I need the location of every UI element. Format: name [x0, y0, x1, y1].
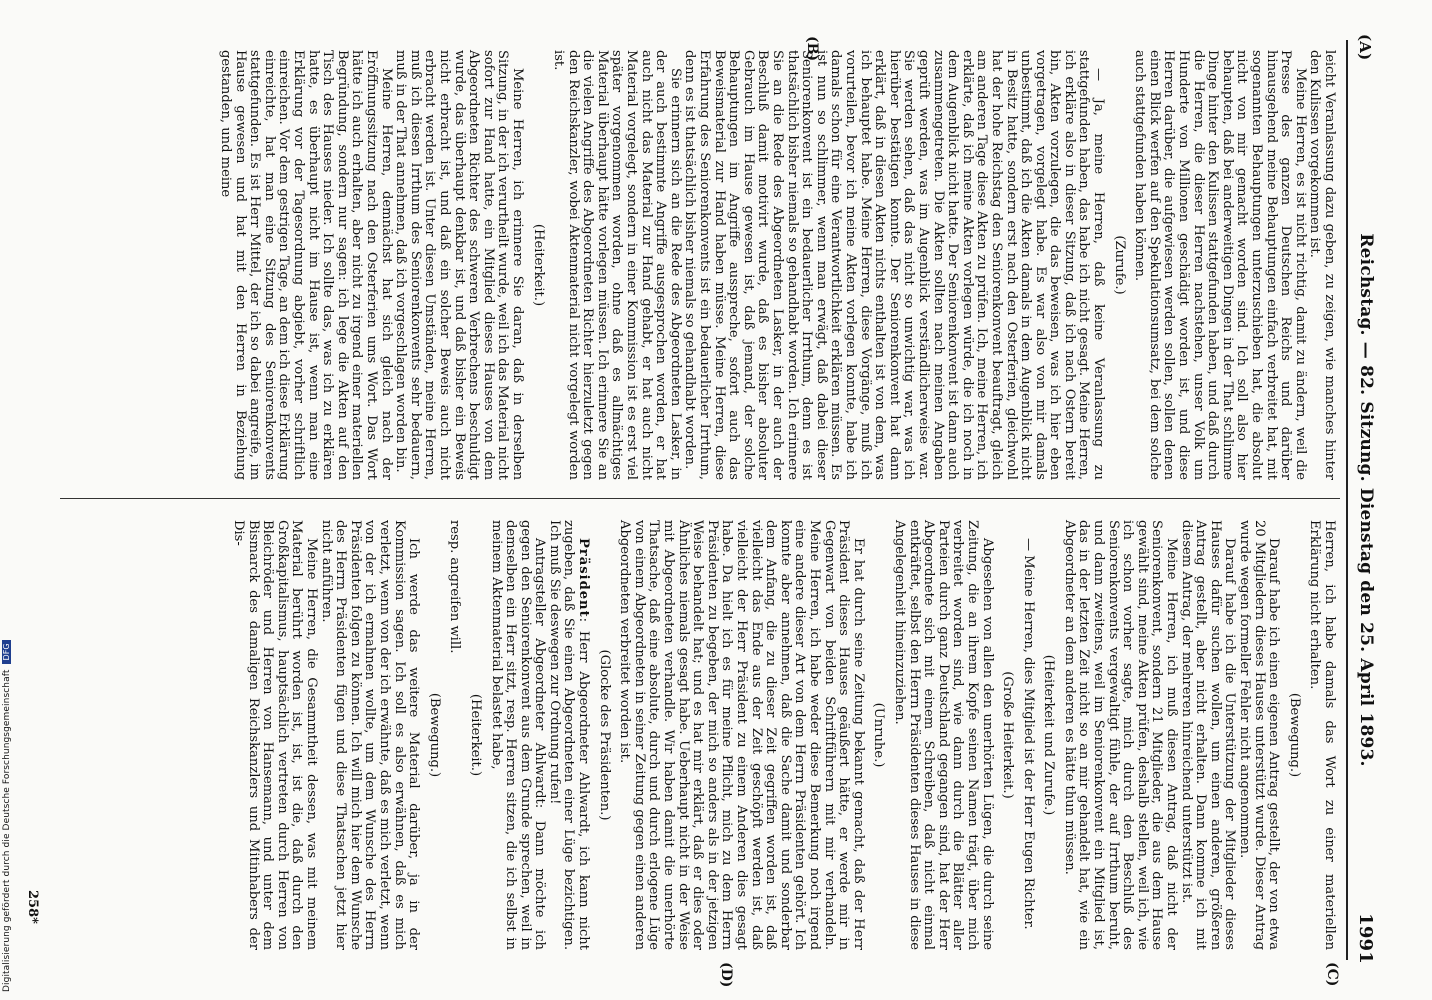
signature-mark: 258*	[25, 890, 40, 924]
paragraph: Herren, ich habe damals das Wort zu einer materiellen Erklärung nicht erhalten.	[1307, 520, 1337, 950]
paragraph: Darauf habe ich einen eigenen Antrag gestellt, der von etwa 20 Mitgliedern dieses Hauses unterstützt wurde. Dieser Antrag wurde wegen formeller Fehler nicht angenommen.	[1237, 520, 1282, 950]
paragraph: — Meine Herren, dies Mitglied ist der Herr Eugen Richter.	[1020, 538, 1036, 930]
paragraph: Meine Herren, demnächst hat sich gleich nach der Eröffnungssitzung nach den Osterferien ums Wort. Das Wort hätte ich auch erhalten, aber nicht zu irgend einer materiellen Begründung, sondern nur sagen: ich lege die Akten auf den Tisch des Hauses nieder. Ich sollte das, was ich zu erklären hatte, es überhaupt nicht im Hause ist, wenn man eine Erklärung vor der Tagesordnung abgiebt, vorher schriftlich einreichen. Vor dem gestrigen Tage, an dem ich diese Erklärung einreichte, hat man eine Sitzung des Seniorenkonvents stattgefunden. Es ist Herr Mittel, der ich so dabei angreife, im Hause gewesen und hat mit den Herren in Beziehung gestanden, und meine	[218, 50, 394, 480]
margin-marker-c: (C)	[1324, 962, 1340, 987]
paragraph: resp. angreifen will.	[447, 520, 463, 654]
footer-credit	[2, 640, 12, 992]
stage-direction: (Glocke des Präsidenten.)	[596, 649, 612, 821]
margin-marker-d: (D)	[718, 962, 734, 988]
speaker-text: : Herr Abgeordneter Ahlwardt, ich kann nicht zugeben, daß Sie einen Abgeordneten einer Lüge bezichtigen. Ich muß Sie deswegen zur Ordnung rufen!	[546, 520, 592, 950]
paragraph: Meine Herren, die Gesammtheit dessen, was mit meinem Material berührt worden ist, ist, ist die, daß durch den Großkapitalismus, hauptsächlich vertreten durch Herren von Bleichröder und Herren von Hansemann, und unter dem Bismarck des damaligen Reichskanzlers und Mitinhabers der Dis-	[231, 520, 319, 950]
dfg-logo: DFG	[2, 640, 11, 663]
left-column	[217, 50, 1336, 480]
margin-marker-a: (A)	[1356, 34, 1374, 61]
footer-credit-text: Digitalisierung gefördert durch die Deutsche Forschungsgemeinschaft	[2, 669, 12, 992]
running-title: Reichstag. — 82. Sitzung. Dienstag den 25. April 1893.	[1356, 233, 1376, 767]
paragraph: Meine Herren, ich muß diesen Antrag, daß nicht der Seniorenkonvent, sondern 21 Mitglieder, die aus dem Hause gewählt sind, meine Akten prüfen, deshalb stellen, weil ich, wie ich schon vorher sagte, mich durch den Beschluß des Seniorenkonvents vergewaltigt fühle, der auf Irrthum beruht, und dann zweitens, weil im Seniorenkonvent ein Mitglied ist, das in der letzten Zeit nicht so an mir gehandelt hat, wie ein Abgeordneter an dem anderen es hätte thun müssen.	[1061, 520, 1180, 950]
stage-direction: (Unruhe.)	[871, 702, 887, 768]
paragraph: leicht Veranlassung dazu geben, zu zeigen, wie manches hinter den Kulissen vorgekommen ist.	[1307, 50, 1337, 480]
paragraph: Ich werde das weitere Material darüber, ja in der Kommission sagen. Ich soll es also erwähnen, daß es mich verletzt, wenn von der ich erwähnte, daß es mich verletzt, wenn von der ich ermahnen wollte, um dem Wunsche des Herrn Präsidenten folgen zu können. Ich will mich hier dem Wunsche des Herrn Präsidenten fügen und diese Thatsachen jetzt hier nicht anführen.	[318, 520, 422, 950]
paragraph: Meine Herren, ich erinnere Sie daran, daß in derselben Sitzung, in der ich verurtheilt wurde, weil ich das Material nicht sofort zur Hand hatte, ein Mitglied dieses Hauses von dem Abgeordneten Richter des schweren Verbrechens beschuldigt wurde, das überhaupt denkbar ist, und daß bisher ein Beweis nicht erbracht ist, und daß ein solcher Beweis auch nicht erbracht werden ist. Unter diesen Umständen, meine Herren, muß ich diesen Irrthum des Seniorenkonvents sehr bedauern, muß in der That annehmen, daß ich vorgeschlagen worden bin.	[393, 50, 525, 480]
speaker-paragraph	[546, 520, 590, 950]
stage-direction: (Heiterkeit.)	[467, 693, 483, 777]
stage-direction: (Bewegung.)	[426, 692, 442, 778]
margin-marker-b: (B)	[804, 36, 820, 62]
paragraph: Er hat durch seine Zeitung bekannt gemacht, daß der Herr Präsident dieses Hauses geäußert hätte, er werde mir in Gegenwart von beiden Schriftführern mit mir verhandeln. Meine Herren, ich habe weder diese Bemerkung noch irgend eine andere dieser Art von dem Herrn Präsidenten gehört. Ich konnte aber annehmen, daß die Sache damit und sonderbar dem Anfang, die zu dieser Zeit gegriffen worden ist, daß vielleicht das Ende aus der Zeit geschöpft werden ist, daß vielleicht der Herr Präsident zu einem Anderen dies gesagt habe. Da hielt ich es für meine Pflicht, mich zu dem Herrn Präsidenten zu begeben, der mich so anders als in der jetzigen Weise behandelt hat; und es hat mir erklärt, daß er dies oder Ähnliches niemals gesagt habe. Ueberhaupt nicht in der Weise mit Abgeordneten verhandle. Wir haben damit die unerhörte Thatsache, daß eine absolute, durch und durch erlogene Lüge von einem Abgeordneten in seiner Zeitung gegen einen anderen Abgeordneten verbreitet worden ist.	[617, 520, 866, 950]
stage-direction: (Große Heiterkeit.)	[1000, 671, 1016, 799]
paragraph: Antragsteller Abgeordneter Ahlwardt: Dann möchte ich gegen den Seniorenkonvent aus dem Grunde sprechen, weil in demselben ein Herr sitzt, resp. Herren sitzen, die ich selbst in meinem Aktenmaterial belastet habe,	[488, 520, 548, 950]
header-rule	[1346, 40, 1348, 960]
paragraph: Meine Herren, es ist nicht richtig, damit zu ändern, weil die Presse des ganzen Deutschen Reichs und darüber hinausgehend meine Behauptungen einfach verbreitet hat, mit sogenannten Behauptungen unterzuschieben hat, die absolut nicht von mir gemacht worden sind. Ich soll also hier behaupten, daß bei anderweitigen Dingen in der That schlimme Dinge hinter den Kulissen stattgefunden haben, und daß durch die Herren, die dieser Herren nachstehen, unser Volk um Hunderte von Millionen geschädigt worden ist, und diese Herren darüber, die aufgewiesen werden sollen, sollen denen einen Blick werfen auf den Spekulationsumsatz, bei dem solche auch stattgefunden haben können.	[1132, 50, 1308, 480]
stage-direction: (Zurufe.)	[1111, 235, 1127, 295]
stage-direction: (Bewegung.)	[1286, 692, 1302, 778]
paragraph: Abgesehen von allen den unerhörten Lügen, die durch seine Zeitung, die an ihrem Kopfe seinen Namen trägt, über mich verbreitet worden sind, wie dann durch die Blätter aller Parteien durch ganz Deutschland gegangen sind, hat der Herr Abgeordnete sich mit einem Schreiben, daß nicht einmal entkräftet, selbst den Herrn Präsidenten dieses Hauses in diese Angelegenheit hineinzuziehen.	[891, 520, 995, 950]
paragraph: — Ja, meine Herren, daß keine Veranlassung zu stattgefunden haben, das habe ich nicht gesagt. Meine Herren, ich erkläre also in dieser Sitzung, daß ich nach Ostern bereit bin, Akten vorzulegen, die das beweisen, was ich hier eben vorgetragen, vorgelegt habe. Es war also von mir damals unbestimmt, daß ich die Akten damals in dem Augenblick nicht in Besitz hatte, sondern erst nach den Osterferien, gleichwohl hat der hohe Reichstag den Seniorenkonvent beauftragt, gleich am anderen Tage diese Akten zu prüfen. Ich, meine Herren, ich erklärte, daß ich meine Akten vorlegen würde, die ich noch in dem Augenblick nicht hatte. Der Seniorenkonvent ist dann auch zusammengetreten. Die Akten sollten nach meinen Angaben geprüft werden, was im Augenblick verständlicherweise war. Sie werden sehen, daß das nicht so unwichtig war, was ich hierüber bestätigen konnte. Der Seniorenkonvent hat dann erklärt, daß in diesen Akten nichts enthalten ist von dem, was ich behauptet habe. Meine Herren, diese Vorgänge, muß ich vorurteilen, bevor ich meine Akten vorlegen konnte, habe ich damals schon für eine Verantwortlichkeit erklären müssen. Es ist nun so schlimmer, wenn man erwägt, daß dabei dieser Seniorenkonvent ist ein bedauerlicher Irrthum, denn es ist thatsächlich bisher niemals so gehandhabt worden. Ich erinnere Sie an die Rede des Abgeordneten Lasker, in der auch der Beschluß damit motivirt wurde, daß es bisher absoluter Gebrauch im Hause gewesen ist, daß jemand, der solche Behauptungen im Angriffe ausspreche, sofort auch das Beweismaterial zur Hand haben müsse. Meine Herren, diese Erfahrung des Seniorenkonvents ist ein bedauerlicher Irrthum, denn es ist thatsächlich bisher niemals so gehandhabt worden.	[682, 50, 1107, 480]
stage-direction: (Heiterkeit und Zurufe.)	[1041, 654, 1057, 816]
right-column	[230, 520, 1336, 950]
column-divider	[60, 498, 1340, 499]
page-header	[1350, 34, 1376, 964]
page-number: 1991	[1355, 913, 1376, 964]
stage-direction: (Heiterkeit.)	[530, 223, 546, 307]
paragraph: Sie erinnern sich an die Rede des Abgeordneten Lasker, in der auch bestimmte Angriffe ausgesprochen worden, er hat auch nicht das Material zur Hand gehabt, er hat auch nicht Material vorgelegt, sondern in einer Kommission ist es erst viel später vorgenommen worden, ohne daß es allmächtiges Material überhaupt hätte vorlegen müssen. Ich erinnere Sie an die vielen Angriffe des Abgeordneten Richter hierzuletzt gegen den Reichskanzler, wobei Aktenmaterial nicht vorgelegt worden ist.	[551, 50, 683, 480]
speaker-name: Präsident	[576, 538, 592, 618]
paragraph: Darauf habe ich die Unterstützung der Mitglieder dieses Hauses dafür suchen wollen, um einen anderen, größeren Antrag gestellt, aber nicht erhalten. Dann komme ich mit diesem Antrag, der mehreren hinreichend unterstützt ist.	[1178, 520, 1238, 950]
